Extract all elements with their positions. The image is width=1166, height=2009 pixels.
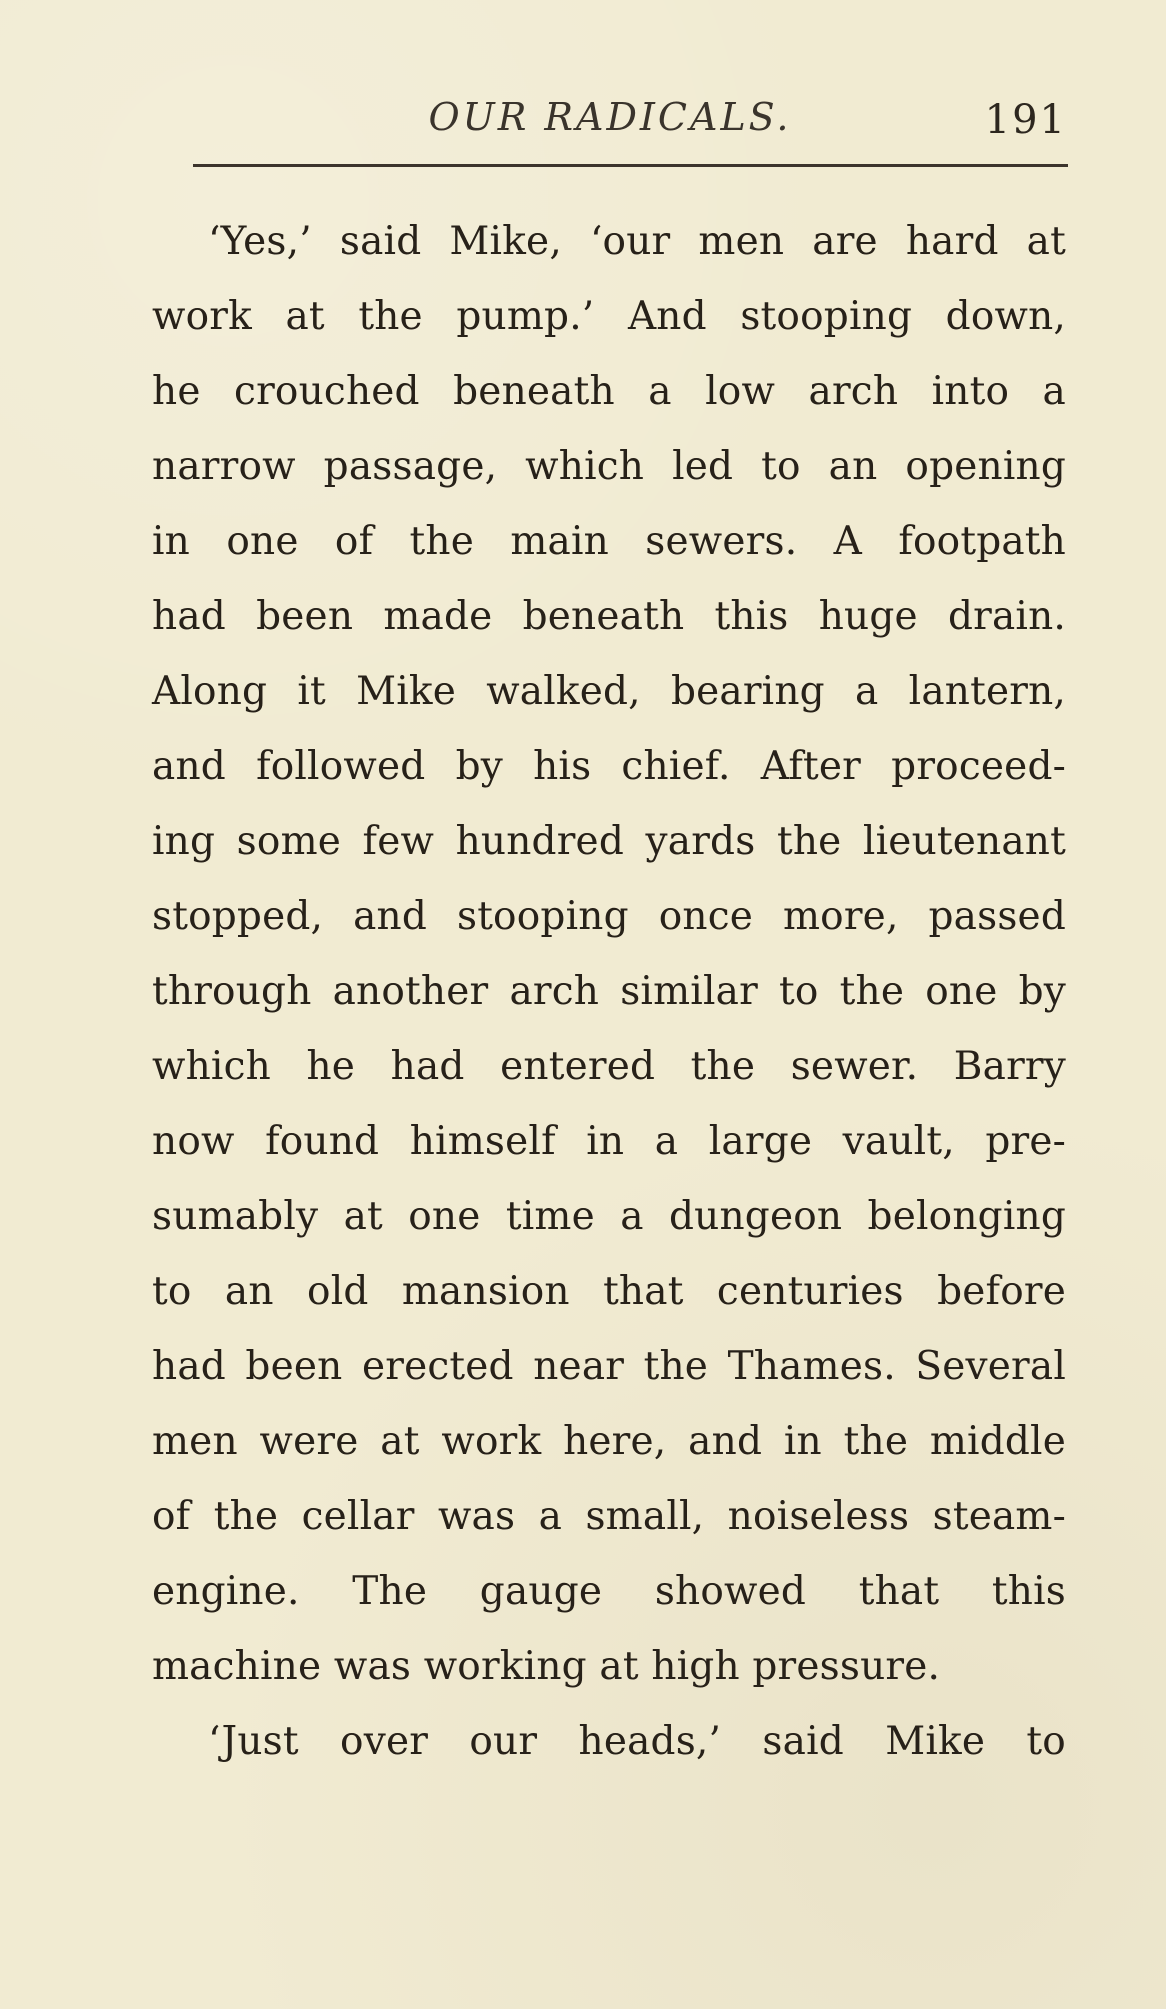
text-line: which he had entered the sewer. Barry [152, 1044, 1066, 1089]
text-line: Along it Mike walked, bearing a lantern, [152, 669, 1066, 714]
text-line: sumably at one time a dungeon belonging [152, 1194, 1066, 1239]
running-head: OUR RADICALS. [428, 95, 792, 139]
text-line: of the cellar was a small, noiseless steam- [152, 1494, 1066, 1539]
text-line: men were at work here, and in the middle [152, 1419, 1066, 1464]
text-line: to an old mansion that centuries before [152, 1269, 1066, 1314]
page-number: 191 [984, 97, 1067, 143]
text-line: narrow passage, which led to an opening [152, 444, 1066, 489]
text-line: and followed by his chief. After proceed- [152, 744, 1066, 789]
text-line: had been erected near the Thames. Several [152, 1344, 1066, 1389]
text-line: work at the pump.’ And stooping down, [152, 294, 1066, 339]
text-line: engine. The gauge showed that this [152, 1569, 1066, 1614]
text-line: ‘Yes,’ said Mike, ‘our men are hard at [208, 219, 1066, 264]
text-line: stopped, and stooping once more, passed [152, 894, 1066, 939]
text-line: he crouched beneath a low arch into a [152, 369, 1066, 414]
text-line: in one of the main sewers. A footpath [152, 519, 1066, 564]
page-header [150, 86, 1070, 146]
header-rule [193, 164, 1068, 167]
text-line: through another arch similar to the one by [152, 969, 1066, 1014]
text-line: had been made beneath this huge drain. [152, 594, 1066, 639]
text-line: machine was working at high pressure. [152, 1644, 941, 1689]
body-text [152, 204, 1066, 1779]
text-line: ing some few hundred yards the lieutenant [152, 819, 1066, 864]
text-line: now found himself in a large vault, pre- [152, 1119, 1066, 1164]
text-line: ‘Just over our heads,’ said Mike to [208, 1719, 1066, 1764]
